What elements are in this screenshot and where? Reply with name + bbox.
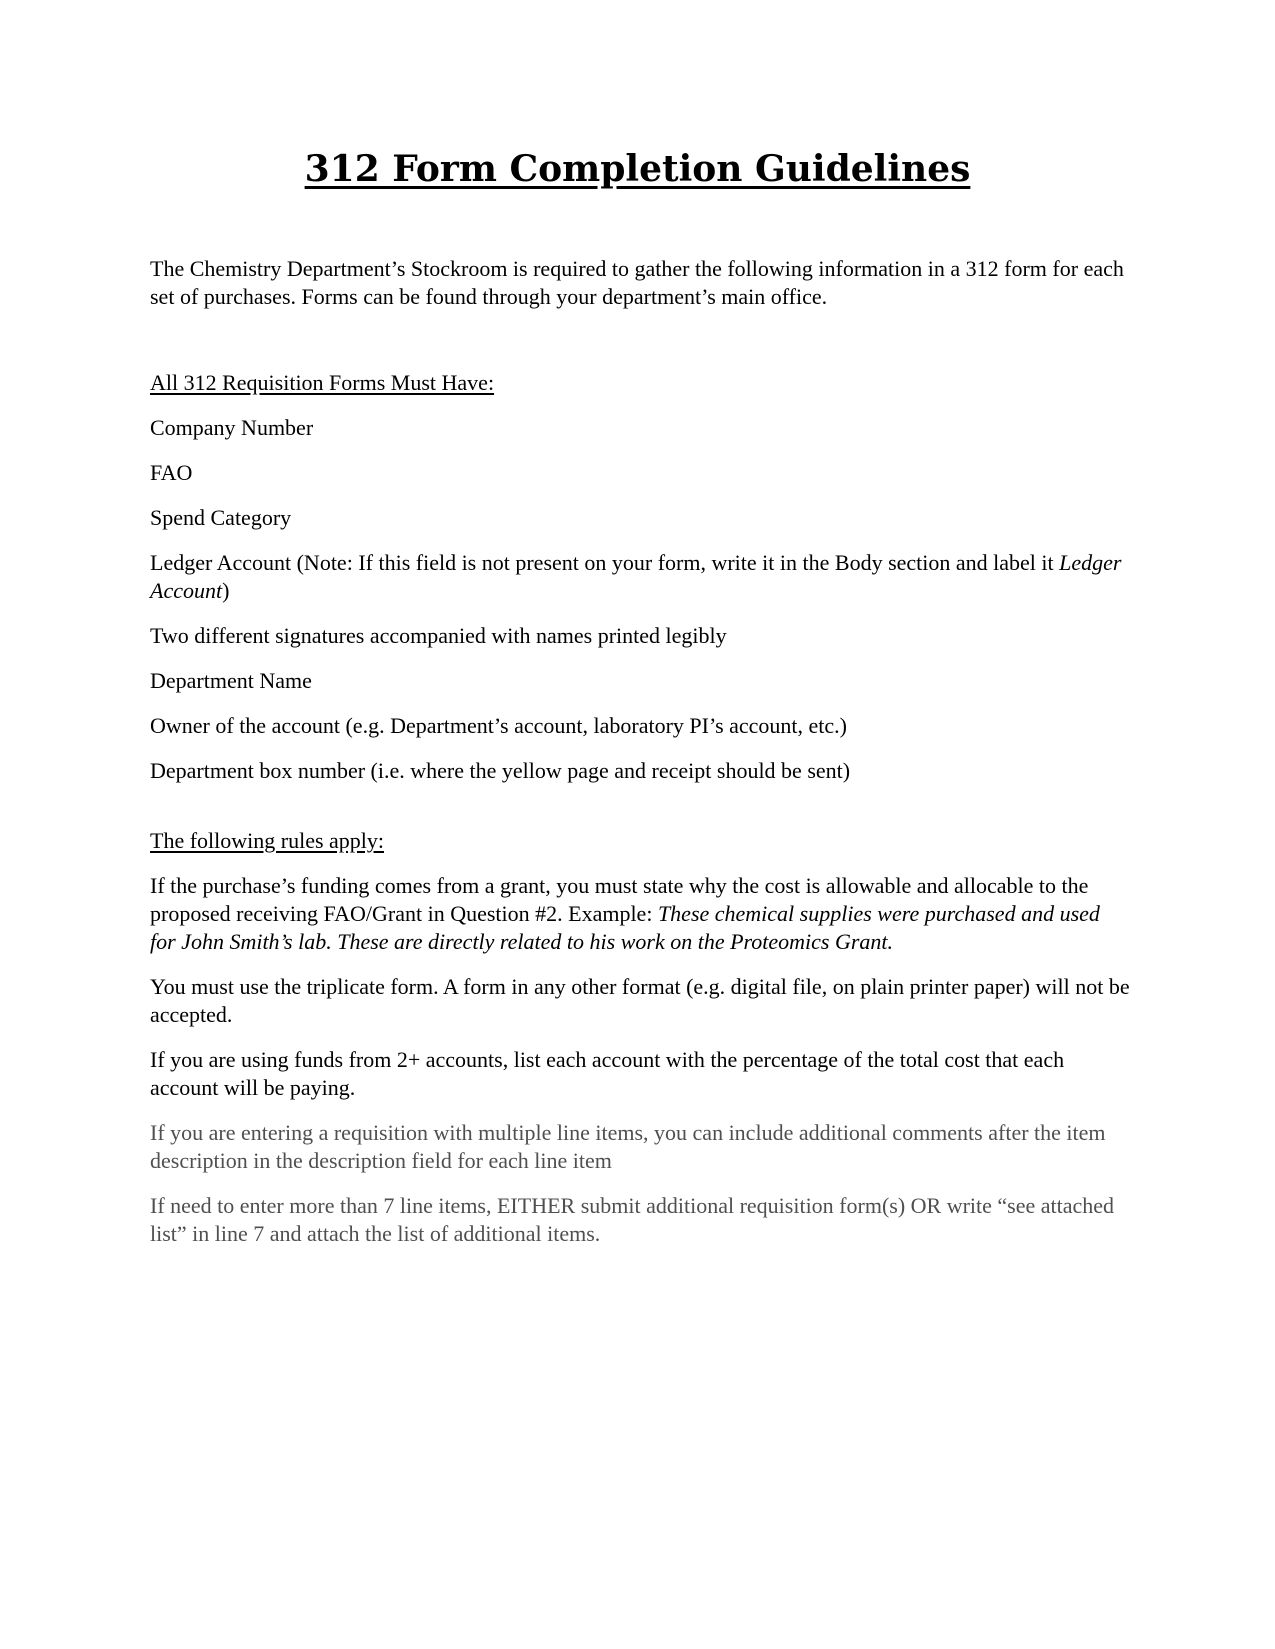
ledger-text: Ledger Account (Note: If this field is not present on your form, write it in the Body section and label it: [150, 550, 1060, 575]
requirements-heading: All 312 Requisition Forms Must Have:: [150, 370, 495, 395]
rule-item-gray: If need to enter more than 7 line items, EITHER submit additional requisition form(s) OR write “see attached list” in line 7 and attach the list of additional items.: [150, 1193, 1115, 1246]
document-title: 312 Form Completion Guidelines: [304, 148, 971, 190]
document-body: [150, 255, 1130, 1265]
requirement-item: Company Number: [150, 415, 314, 440]
grant-rule-example: These chemical supplies were purchased and used for John Smith’s lab. These are directly related to his work on the Proteomics Grant.: [150, 901, 1100, 954]
ledger-close: ): [222, 578, 230, 603]
rule-item-grant: [150, 872, 1130, 956]
requirements-list: [150, 414, 1130, 785]
intro-paragraph: The Chemistry Department’s Stockroom is required to gather the following information in a 312 form for each set of purchases. Forms can be found through your department’s main office.: [150, 256, 1124, 309]
requirement-item: Department box number (i.e. where the yellow page and receipt should be sent): [150, 758, 851, 783]
requirement-item: Spend Category: [150, 505, 292, 530]
requirement-item: Department Name: [150, 668, 312, 693]
requirement-item-ledger: [150, 549, 1130, 605]
requirement-item: FAO: [150, 460, 193, 485]
rule-item: If you are using funds from 2+ accounts, list each account with the percentage of the total cost that each account will be paying.: [150, 1047, 1065, 1100]
rules-list: [150, 872, 1130, 1248]
rule-item-gray: If you are entering a requisition with multiple line items, you can include additional comments after the item description in the description field for each line item: [150, 1120, 1106, 1173]
rules-heading: The following rules apply:: [150, 828, 385, 853]
grant-rule-text: If the purchase’s funding comes from a grant, you must state why the cost is allowable and allocable to the proposed receiving FAO/Grant in Question #2. Example:: [150, 873, 1089, 926]
ledger-emphasis: Ledger Account: [150, 550, 1122, 603]
requirement-item: Owner of the account (e.g. Department’s account, laboratory PI’s account, etc.): [150, 713, 848, 738]
requirement-item: Two different signatures accompanied with names printed legibly: [150, 623, 727, 648]
rule-item: You must use the triplicate form. A form in any other format (e.g. digital file, on plain printer paper) will not be accepted.: [150, 974, 1130, 1027]
